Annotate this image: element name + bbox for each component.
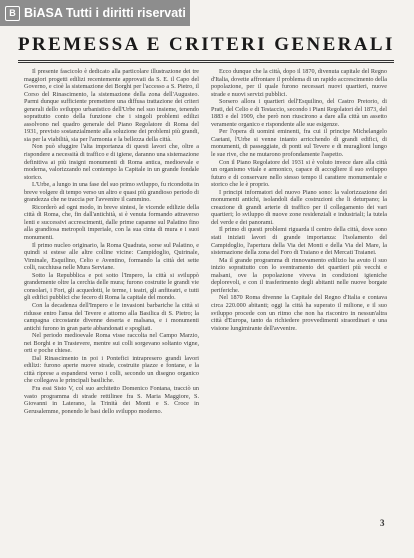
left-text-column — [24, 68, 199, 544]
paragraph: Per l'opera di uomini eminenti, fra cui il principe Michelangelo Caetani, l'Urbe si venne intanto arricchendo di grandi edifici, di monumenti, di passeggiate, di ponti sul Tevere e di muraglioni lungo le sue rive, che ne mutarono profondamente l'aspetto. — [211, 128, 387, 159]
paragraph: Con la decadenza dell'Impero e le invasioni barbariche la città si ridusse entro l'ansa del Tevere e attorno alla Basilica di S. Pietro; la campagna circostante divenne deserta e malsana, e i monumenti antichi furono in gran parte abbandonati e spogliati. — [24, 301, 199, 332]
paragraph: Sotto la Repubblica e poi sotto l'Impero, la città si sviluppò grandemente oltre la cerchia delle mura; furono costruite le grandi vie consolari, i Fori, gli acquedotti, le terme, i teatri, gli anfiteatri, e tutti gli edifici pubblici che fecero di Roma la capitale del mondo. — [24, 271, 199, 302]
paragraph: Con il Piano Regolatore del 1931 si è voluto invece dare alla città un organismo vitale e armonico, capace di accogliere il suo sviluppo futuro e di conservare nello stesso tempo il carattere monumentale e storico che le è proprio. — [211, 158, 387, 189]
paragraph: Il primo nucleo originario, la Roma Quadrata, sorse sul Palatino, e quindi si estese alle altre colline vicine: Campidoglio, Quirinale, Viminale, Esquilino, Celio e Aventino, formando la città dei sette colli, racchiusa nelle Mura Serviane. — [24, 241, 199, 272]
paragraph: Sorsero allora i quartieri dell'Esquilino, del Castro Pretorio, di Prati, del Celio e di Testaccio, secondo i Piani Regolatori del 1873, del 1883 e del 1909, che però non riuscirono a dare alla città un assetto veramente organico e rispondente alle sue esigenze. — [211, 98, 387, 128]
paragraph: Ecco dunque che la città, dopo il 1870, divenuta capitale del Regno d'Italia, dovette affrontare il problema di un rapido accrescimento della popolazione, per il quale furono necessari nuovi quartieri, nuove strade e nuovi servizi pubblici. — [211, 68, 387, 98]
paragraph: Fra essi Sisto V, col suo architetto Domenico Fontana, tracciò un vasto programma di strade rettilinee fra S. Maria Maggiore, S. Giovanni in Laterano, la Trinità dei Monti e S. Croce in Gerusalemme, ponendo le basi dello sviluppo moderno. — [24, 384, 199, 415]
title-rule-top — [18, 60, 394, 61]
paragraph: Non può sfuggire l'alta importanza di questi lavori che, oltre a rispondere a necessità di traffico e di igiene, daranno una sistemazione definitiva ai più insigni monumenti di Roma antica, medioevale e moderna, valorizzando nel contempo la Capitale in un grande fondale storico. — [24, 143, 199, 181]
paragraph: Ricorderò ad ogni modo, in breve sintesi, le vicende edilizie della città di Roma, che, fin dall'antichità, si è venuta formando attraverso lenti e successivi accrescimenti, dalle prime capanne sul Palatino fino alla grandiosa metropoli imperiale, con la sua cinta di mura e i suoi monumenti. — [24, 203, 199, 242]
title-rule-bottom — [18, 62, 394, 63]
watermark-text: BiASA Tutti i diritti riservati — [24, 6, 186, 20]
paragraph: L'Urbe, a lungo in una fase del suo primo sviluppo, fu ricondotta in breve volgere di tempo verso un altro e quasi più grandioso periodo di grandezza che ne traccia per l'avvenire il cammino. — [24, 181, 199, 204]
page-title: PREMESSA E CRITERI GENERALI — [18, 34, 395, 55]
page-number: 3 — [380, 518, 385, 528]
paragraph: Ma il grande programma di rinnovamento edilizio ha avuto il suo inizio soprattutto con lo sventramento dei quartieri più vecchi e malsani, ove la popolazione viveva in condizioni igieniche deplorevoli, e con il trasferimento degli abitanti nelle nuove borgate periferiche. — [211, 256, 387, 294]
paragraph: I principi informatori del nuovo Piano sono: la valorizzazione dei monumenti antichi, isolandoli dalle costruzioni che li deturpano; la creazione di grandi arterie di traffico per il collegamento dei vari quartieri; lo sviluppo di nuove zone residenziali e industriali; la tutela del verde e dei panorami. — [211, 188, 387, 226]
paragraph: Il primo di questi problemi riguarda il centro della città, dove sono stati iniziati lavori di grande importanza: l'isolamento del Campidoglio, l'apertura della Via dei Monti e della Via del Mare, la sistemazione della zona del Foro di Traiano e dei Mercati Traianei. — [211, 226, 387, 257]
paragraph: Dal Rinascimento in poi i Pontefici intrapresero grandi lavori edilizi: furono aperte nuove strade, costruite piazze e fontane, e la città riprese a espandersi verso i colli, secondo un disegno organico che collegava le principali basiliche. — [24, 354, 199, 385]
paragraph: Il presente fascicolo è dedicato alla particolare illustrazione dei tre maggiori progetti edilizi recentemente approvati da S. E. il Capo del Governo, e cioè la sistemazione dei Borghi per l'accesso a S. Pietro, il Corso del Rinascimento, la sistemazione della zona dell'Augusteo. Parmi dunque sufficiente premettere una diffusa trattazione dei criteri generali dello sviluppo urbanistico dell'Urbe nel suo insieme, tenendo soprattutto conto della funzione che i singoli problemi edilizi assolvono nel quadro generale del Piano Regolatore di Roma del 1931, previsto sostanzialmente alla soluzione dei problemi più grandi, sia per la viabilità, sia per l'armonia e la bellezza della città. — [24, 68, 199, 143]
bias-logo-icon: B — [5, 6, 20, 21]
right-text-column — [211, 68, 387, 544]
paragraph: Nel 1870 Roma divenne la Capitale del Regno d'Italia e contava circa 220.000 abitanti; oggi la città ha superato il milione, e il suo sviluppo procede con un ritmo che non ha riscontro in nessun'altra città d'Europa, tanto da richiedere provvedimenti straordinari e una visione lungimirante dell'avvenire. — [211, 294, 387, 332]
paragraph: Nel periodo medioevale Roma visse raccolta nel Campo Marzio, nei Borghi e in Trastevere, mentre sui colli sorgevano soltanto vigne, orti e poche chiese. — [24, 332, 199, 355]
watermark-banner — [0, 0, 190, 26]
